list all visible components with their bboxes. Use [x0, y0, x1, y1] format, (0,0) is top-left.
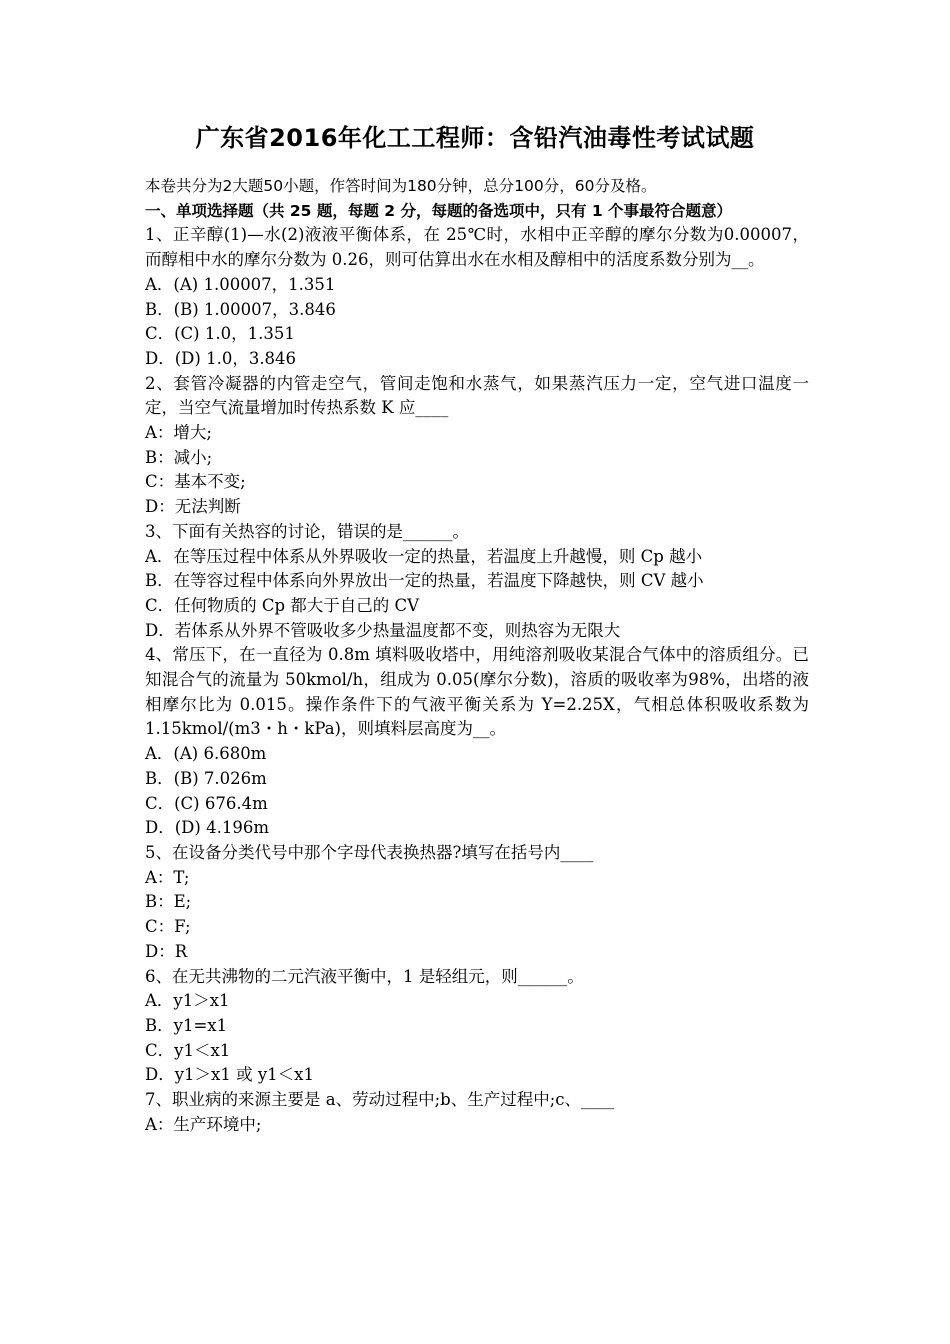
document-title: 广东省2016年化工工程师：含铅汽油毒性考试试题 — [195, 124, 755, 152]
question-option: C．(C) 676.4m — [145, 793, 268, 813]
question-stem: 5、在设备分类代号中那个字母代表换热器?填写在括号内____ — [145, 842, 594, 862]
document-body — [145, 174, 809, 1137]
question-option: D：R — [145, 941, 188, 961]
question-option: B．y1=x1 — [145, 1015, 228, 1035]
question-option: A：增大; — [145, 423, 212, 443]
question-option: A．在等压过程中体系从外界吸收一定的热量，若温度上升越慢，则 Cp 越小 — [145, 546, 703, 566]
question-option: A：T; — [145, 867, 190, 887]
question-option: B．(B) 7.026m — [145, 768, 267, 788]
question-option: B：E; — [145, 892, 192, 912]
question-option: D．y1＞x1 或 y1＜x1 — [145, 1065, 314, 1085]
question-option: D．(D) 1.0，3.846 — [145, 348, 297, 368]
question-stem: 2、套管冷凝器的内管走空气，管间走饱和水蒸气，如果蒸汽压力一定，空气进口温度一定，当空气流量增加时传热系数 K 应____ — [145, 373, 809, 418]
question-option: C．(C) 1.0，1.351 — [145, 324, 295, 344]
question-option: D．若体系从外界不管吸收多少热量温度都不变，则热容为无限大 — [145, 620, 621, 640]
question-stem: 3、下面有关热容的讨论，错误的是______。 — [145, 521, 469, 541]
question-stem: 7、职业病的来源主要是 a、劳动过程中;b、生产过程中;c、____ — [145, 1090, 615, 1110]
question-option: A．(A) 6.680m — [145, 744, 267, 764]
question-option: A．(A) 1.00007，1.351 — [145, 274, 336, 294]
question-option: B：减小; — [145, 447, 213, 467]
question-option: C．任何物质的 Cp 都大于自己的 CV — [145, 595, 420, 615]
question-option: D：无法判断 — [145, 497, 241, 517]
question-stem: 4、常压下，在一直径为 0.8m 填料吸收塔中，用纯溶剂吸收某混合气体中的溶质组分。已知混合气的流量为 50kmol/h，组成为 0.05(摩尔分数)，溶质的吸收率为98%，出塔的液相摩尔比为 0.015。操作条件下的气液平衡关系为 Y=2.25X，气相总体积吸收系数为 1.15kmol/(m3・h・kPa)，则填料层高度为__。 — [145, 645, 809, 739]
exam-intro: 本卷共分为2大题50小题，作答时间为180分钟，总分100分，60分及格。 — [145, 177, 657, 195]
question-option: B．(B) 1.00007，3.846 — [145, 299, 336, 319]
section-heading: 一、单项选择题（共 25 题，每题 2 分，每题的备选项中，只有 1 个事最符合题意） — [145, 201, 733, 220]
question-stem: 1、正辛醇(1)—水(2)液液平衡体系，在 25℃时，水相中正辛醇的摩尔分数为0.00007，而醇相中水的摩尔分数为 0.26，则可估算出水在水相及醇相中的活度系数分别为__。 — [145, 225, 809, 270]
question-option: C：基本不变; — [145, 472, 246, 492]
question-stem: 6、在无共沸物的二元汽液平衡中，1 是轻组元，则______。 — [145, 966, 584, 986]
question-option: C．y1＜x1 — [145, 1040, 231, 1060]
question-option: A：生产环境中; — [145, 1114, 262, 1134]
question-option: B．在等容过程中体系向外界放出一定的热量，若温度下降越快，则 CV 越小 — [145, 571, 704, 591]
question-option: D．(D) 4.196m — [145, 818, 269, 838]
question-option: A．y1＞x1 — [145, 991, 230, 1011]
question-option: C：F; — [145, 917, 191, 937]
